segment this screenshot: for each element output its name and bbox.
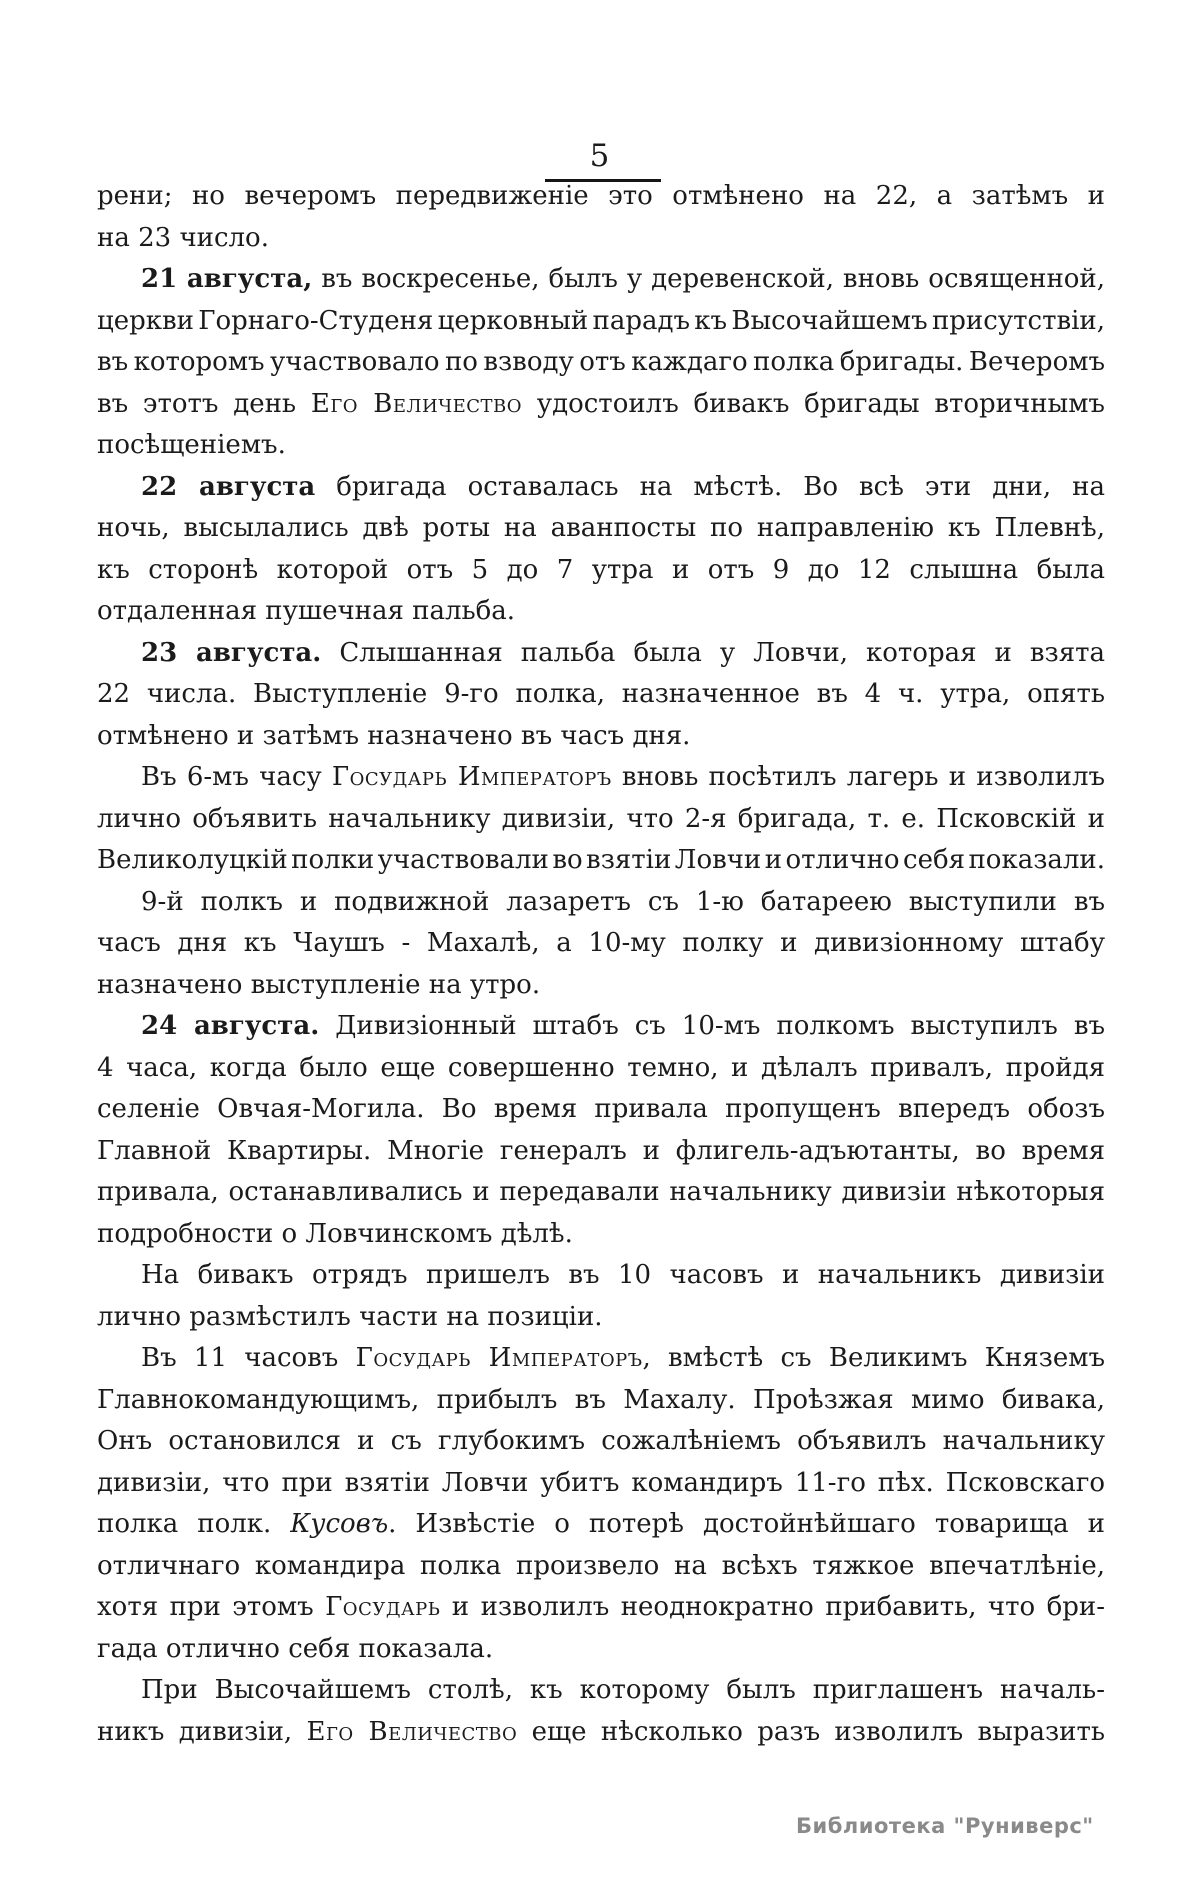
text-run: Главнокомандующимъ, прибылъ въ Махалу. Проѣзжая мимо бивака, (97, 1384, 1105, 1415)
text-line (97, 259, 1105, 301)
text-line (97, 716, 1105, 758)
text-line (97, 301, 1105, 343)
text-line (97, 1421, 1105, 1463)
text-line (97, 1131, 1105, 1173)
text-line (97, 550, 1105, 592)
watermark: Библиотека "Руниверс" (796, 1814, 1094, 1838)
text-run: 9-й полкъ и подвижной лазаретъ съ 1-ю батареею выступили въ (141, 886, 1105, 917)
text-run: Дивизіонный штабъ съ 10-мъ полкомъ выступилъ въ (319, 1011, 1106, 1041)
text-run: При Высочайшемъ столѣ, къ которому былъ приглашенъ началь- (141, 1675, 1105, 1705)
text-run: селеніе Овчая-Могила. Во время привала пропущенъ впередъ обозъ (97, 1094, 1105, 1124)
text-line (97, 757, 1105, 799)
text-line (97, 1297, 1105, 1339)
text-run: 22 числа. Выступленіе 9-го полка, назначенное въ 4 ч. утра, опять (97, 679, 1105, 709)
text-run: церкви Горнаго-Студеня церковный парадъ къ Высочайшемъ присутствіи, (97, 305, 1105, 336)
text-line (97, 1338, 1105, 1380)
text-run: 23 августа. (141, 637, 322, 668)
text-run: 21 августа, (141, 264, 313, 294)
text-run: къ сторонѣ которой отъ 5 до 7 утра и отъ 9 до 12 слышна была (97, 554, 1105, 585)
text-line (97, 425, 1105, 467)
text-run: Государь (325, 1592, 441, 1622)
text-run: гада отлично себя показала. (97, 1633, 494, 1664)
text-run: въ этотъ день (97, 388, 311, 419)
text-run: на 23 число. (97, 222, 269, 253)
text-line (97, 1670, 1105, 1712)
text-run: въ воскресенье, былъ у деревенской, вновь освященной, (312, 264, 1106, 294)
text-line (97, 882, 1105, 924)
text-run: посѣщеніемъ. (97, 430, 286, 460)
text-run: еще нѣсколько разъ изволилъ выразить (517, 1716, 1105, 1747)
text-line (97, 799, 1105, 841)
text-run: привала, останавливались и передавали начальнику дивизіи нѣкоторыя (97, 1177, 1105, 1207)
text-line (97, 384, 1105, 426)
text-line (97, 674, 1105, 716)
text-run: Его Величество (306, 1716, 518, 1747)
text-run: Слышанная пальба была у Ловчи, которая и взята (321, 637, 1106, 668)
text-run: лично объявить начальнику дивизіи, что 2-я бригада, т. е. Псковскій и (97, 803, 1105, 834)
text-run: Въ 6-мъ часу (141, 762, 332, 792)
text-run: Кусовъ (290, 1509, 389, 1539)
text-block (97, 176, 1105, 1753)
text-run: хотя при этомъ (97, 1592, 326, 1622)
text-line (97, 342, 1105, 384)
text-run: 4 часа, когда было еще совершенно темно, и дѣлалъ привалъ, пройдя (97, 1052, 1105, 1083)
text-line (97, 923, 1105, 965)
text-run: дивизіи, что при взятіи Ловчи убитъ командиръ 11-го пѣх. Псковскаго (97, 1467, 1105, 1498)
page-number: 5 (589, 138, 611, 174)
text-line (97, 1006, 1105, 1048)
text-run: отмѣнено и затѣмъ назначено въ часъ дня. (97, 720, 691, 751)
text-run: назначено выступленіе на утро. (97, 969, 541, 1000)
text-line (97, 1089, 1105, 1131)
text-line (97, 1712, 1105, 1754)
text-line (97, 1504, 1105, 1546)
text-run: , вмѣстѣ съ Великимъ Княземъ (642, 1343, 1105, 1373)
text-run: 24 августа. (141, 1011, 320, 1041)
text-line (97, 467, 1105, 509)
text-run: вновь посѣтилъ лагерь и изволилъ (611, 762, 1106, 792)
text-run: и изволилъ неоднократно прибавить, что бри- (440, 1592, 1106, 1622)
text-line (97, 1380, 1105, 1422)
text-line (97, 591, 1105, 633)
text-line (97, 840, 1105, 882)
text-run: 22 августа (141, 471, 316, 502)
text-run: Великолуцкій полки участвовали во взятіи Ловчи и отлично себя показали. (97, 845, 1105, 875)
text-run: удостоилъ бивакъ бригады вторичнымъ (522, 388, 1105, 419)
text-line (97, 633, 1105, 675)
text-line (97, 176, 1105, 218)
text-run: часъ дня къ Чаушъ - Махалѣ, а 10-му полку и дивизіонному штабу (97, 928, 1105, 958)
text-line (97, 1546, 1105, 1588)
text-line (97, 1255, 1105, 1297)
text-run: отдаленная пушечная пальба. (97, 596, 516, 626)
text-run: полка полк. (97, 1509, 291, 1539)
text-run: Его Величество (310, 388, 523, 419)
text-run: Главной Квартиры. Многіе генералъ и флигель-адъютанты, во время (97, 1135, 1105, 1166)
text-line (97, 1214, 1105, 1256)
text-run: лично размѣстилъ части на позиціи. (97, 1301, 603, 1332)
text-line (97, 1463, 1105, 1505)
text-run: Государь Императоръ (355, 1343, 643, 1373)
text-run: . Извѣстіе о потерѣ достойнѣйшаго товарища и (388, 1509, 1105, 1539)
text-run: подробности о Ловчинскомъ дѣлѣ. (97, 1218, 573, 1249)
text-run: никъ дивизіи, (97, 1716, 307, 1747)
text-line (97, 508, 1105, 550)
text-line (97, 218, 1105, 260)
text-run: На бивакъ отрядъ пришелъ въ 10 часовъ и начальникъ дивизіи (141, 1260, 1105, 1290)
text-line (97, 1172, 1105, 1214)
text-line (97, 1629, 1105, 1671)
text-run: Онъ остановился и съ глубокимъ сожалѣніемъ объявилъ начальнику (97, 1426, 1105, 1456)
text-run: въ которомъ участвовало по взводу отъ каждаго полка бригады. Вечеромъ (97, 347, 1105, 377)
text-run: отличнаго командира полка произвело на всѣхъ тяжкое впечатлѣніе, (97, 1550, 1105, 1581)
text-run: ночь, высылались двѣ роты на аванпосты по направленію къ Плевнѣ, (97, 513, 1105, 543)
text-run: рени; но вечеромъ передвиженіе это отмѣнено на 22, а затѣмъ и (97, 181, 1105, 211)
text-run: бригада оставалась на мѣстѣ. Во всѣ эти дни, на (315, 471, 1105, 502)
text-run: Въ 11 часовъ (141, 1343, 356, 1373)
text-run: Государь Императоръ (331, 762, 612, 792)
text-line (97, 965, 1105, 1007)
text-line (97, 1587, 1105, 1629)
text-line (97, 1048, 1105, 1090)
